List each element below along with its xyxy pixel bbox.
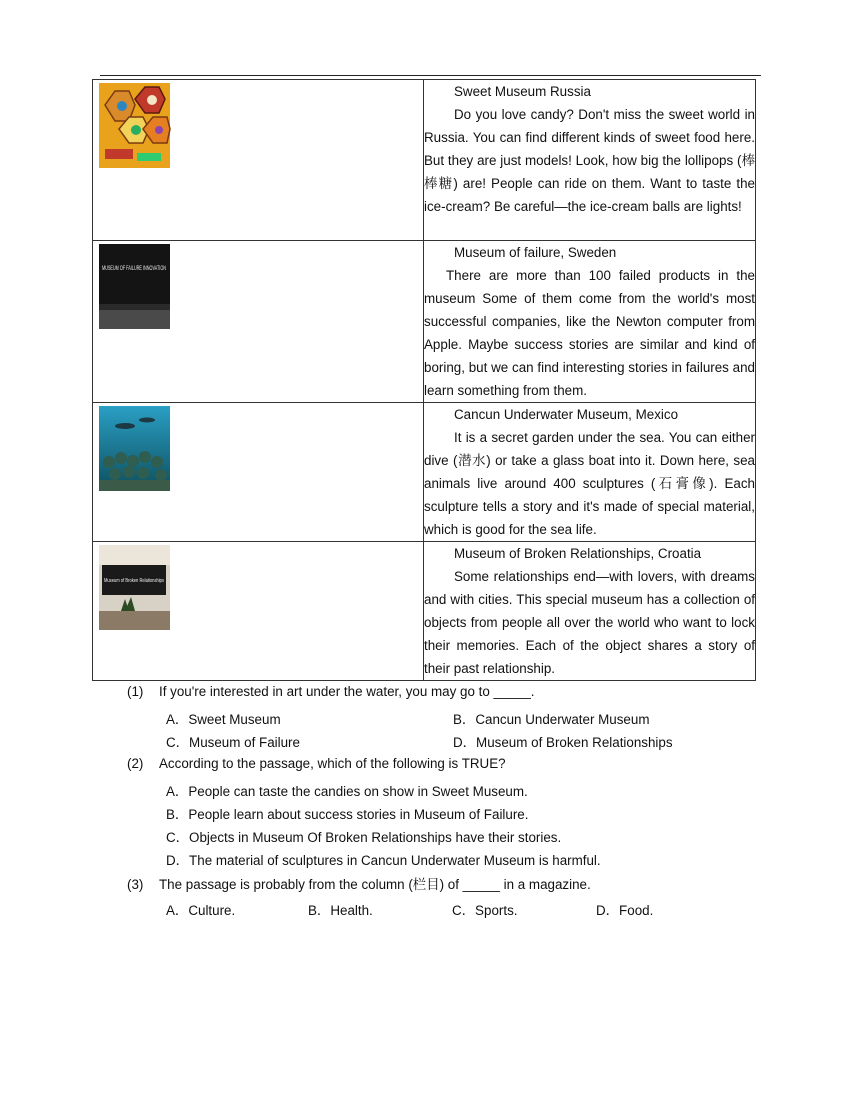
museum-row-broken [93,542,756,681]
museum-description: Some relationships end—with lovers, with dreams and with cities. This special museum has a collection of objects from people all over the world who want to lock their memories. Each of the object shares a story of their past relationship. [424,569,755,676]
option-2b: B．People learn about success stories in Museum of Failure. [166,807,529,822]
museum-description: Do you love candy? Don't miss the sweet world in Russia. You can find different kinds of sweet food here. But they are just models! Look, how big the lollipops (棒棒糖) are! People can ride on them. Want to taste the ice-cream? Be careful—the ice-cream balls are lights! [424,107,755,214]
underwater-museum-photo [99,406,170,491]
failure-sign-text: MUSEUM OF FAILURE INNOVATION [102,265,167,272]
broken-relationships-photo [99,545,170,630]
museum-title: Cancun Underwater Museum, Mexico [454,407,679,422]
option-1d: D．Museum of Broken Relationships [453,735,673,750]
option-3c: C．Sports. [452,903,518,918]
header-rule [100,75,761,76]
option-3a: A．Culture. [166,903,236,918]
option-1c: C．Museum of Failure [166,735,300,750]
sweet-museum-photo [99,83,170,168]
museum-row-failure [93,241,756,403]
museum-title: Museum of Broken Relationships, Croatia [454,546,702,561]
option-3b: B．Health. [308,903,373,918]
broken-sign-text: Museum of Broken Relationships [104,578,165,584]
question-text: If you're interested in art under the water, you may go to _____. [159,684,535,699]
museum-description: It is a secret garden under the sea. You can either dive (潜水) or take a glass boat into it. Down here, sea animals live around 400 sculptures (石膏像). Each sculpture tells a story and it's made of special material, which is good for the sea life. [424,430,755,537]
museum-table [92,79,756,681]
question-1: (1) If you're interested in art under the water, you may go to _____. [127,684,535,699]
museum-title: Museum of failure, Sweden [454,245,617,260]
option-1b: B．Cancun Underwater Museum [453,712,650,727]
museum-description: There are more than 100 failed products in the museum Some of them come from the world's most successful companies, like the Newton computer from Apple. Maybe success stories are similar and kind of boring, but we can find interesting stories in failures and learn something from them. [424,268,755,398]
question-text: The passage is probably from the column (栏目) of _____ in a magazine. [159,877,591,892]
option-2d: D．The material of sculptures in Cancun Underwater Museum is harmful. [166,853,601,868]
failure-museum-photo [99,244,170,329]
museum-title: Sweet Museum Russia [454,84,591,99]
option-3d: D．Food. [596,903,654,918]
option-2a: A．People can taste the candies on show in Sweet Museum. [166,784,528,799]
museum-row-sweet [93,80,756,241]
question-text: According to the passage, which of the following is TRUE? [159,756,506,771]
option-1a: A．Sweet Museum [166,712,281,727]
question-3: (3) The passage is probably from the column (栏目) of _____ in a magazine. [127,877,591,892]
option-2c: C．Objects in Museum Of Broken Relationships have their stories. [166,830,562,845]
question-2: (2) According to the passage, which of the following is TRUE? [127,756,506,771]
museum-row-cancun [93,403,756,542]
